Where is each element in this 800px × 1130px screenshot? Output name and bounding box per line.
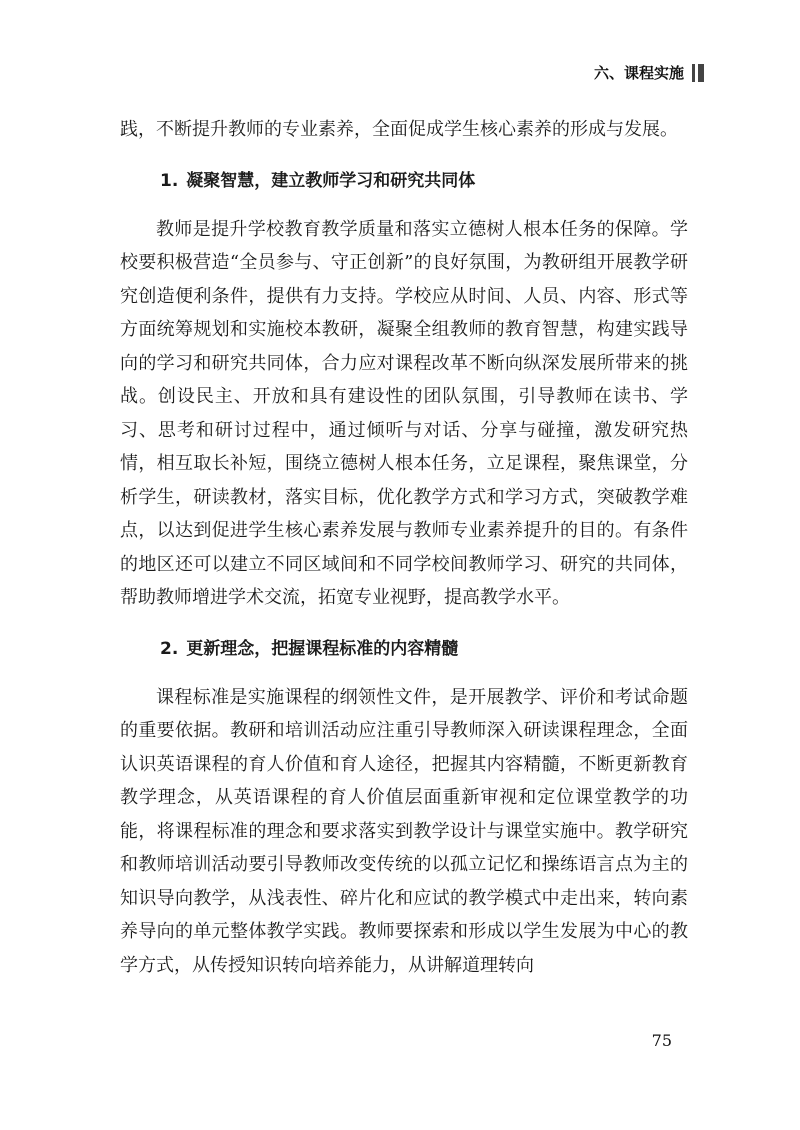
page-number: 75 [651,1031,672,1050]
header-marker-icon [692,64,704,82]
section-heading-2 [120,635,688,663]
section-title: 更新理念，把握课程标准的内容精髓 [186,638,459,659]
section-title: 凝聚智慧，建立教师学习和研究共同体 [186,170,476,191]
section-number: 2. [160,638,179,659]
header-section-title: 六、课程实施 [593,64,684,82]
continuation-paragraph: 践，不断提升教师的专业素养，全面促成学生核心素养的形成与发展。 [120,119,678,140]
running-header [594,62,704,83]
section-paragraph-1: 教师是提升学校教育教学质量和落实立德树人根本任务的保障。学校要积极营造“全员参与、守正创新”的良好氛围，为教研组开展教学研究创造便利条件，提供有力支持。学校应从时间、人员、内容、形式等方面统筹规划和实施校本教研，凝聚全组教师的教育智慧，构建实践导向的学习和研究共同体，合力应对课程改革不断向纵深发展所带来的挑战。创设民主、开放和具有建设性的团队氛围，引导教师在读书、学习、思考和研讨过程中，通过倾听与对话、分享与碰撞，激发研究热情，相互取长补短，围绕立德树人根本任务，立足课程，聚焦课堂，分析学生，研读教材，落实目标，优化教学方式和学习方式，突破教学难点，以达到促进学生核心素养发展与教师专业素养提升的目的。有条件的地区还可以建立不同区域间和不同学校间教师学习、研究的共同体，帮助教师增进学术交流，拓宽专业视野，提高教学水平。 [120,218,688,608]
section-paragraph-2: 课程标准是实施课程的纲领性文件，是开展教学、评价和考试命题的重要依据。教研和培训活动应注重引导教师深入研读课程理念，全面认识英语课程的育人价值和育人途径，把握其内容精髓，不断更新教育教学理念，从英语课程的育人价值层面重新审视和定位课堂教学的功能，将课程标准的理念和要求落实到教学设计与课堂实施中。教学研究和教师培训活动要引导教师改变传统的以孤立记忆和操练语言点为主的知识导向教学，从浅表性、碎片化和应试的教学模式中走出来，转向素养导向的单元整体教学实践。教师要探索和形成以学生发展为中心的教学方式，从传授知识转向培养能力，从讲解道理转向 [120,686,688,976]
section-number: 1. [160,170,179,191]
section-heading-1 [120,167,688,195]
page-body [120,113,688,982]
